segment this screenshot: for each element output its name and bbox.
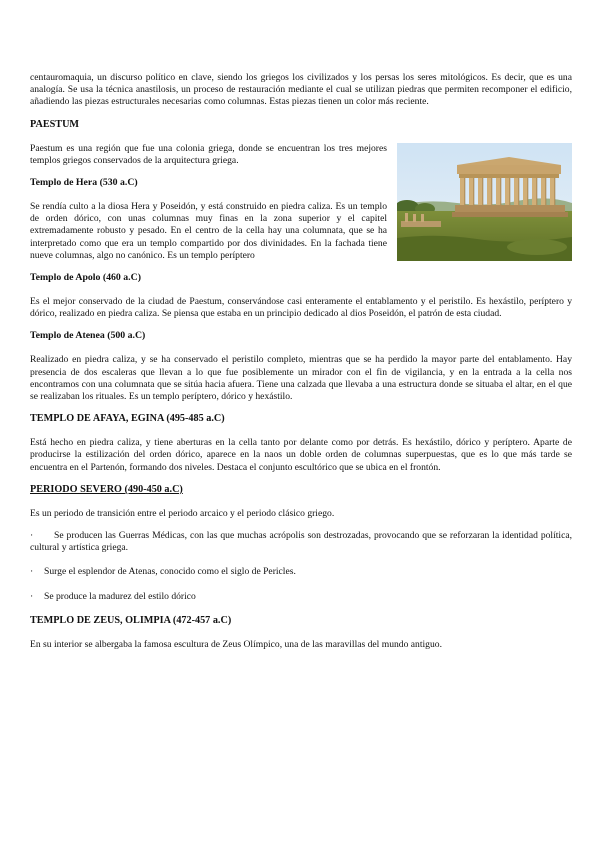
intro-paragraph: centauromaquia, un discurso político en clave, siendo los griegos los civilizados y los persas los seres mitológicos. Es decir, que es una analogía. Se usa la técnica anastilosis, un proceso de restauración mediante el cual se utilizan piedras que permiten recomponer el edificio, añadiendo las piezas estructurales necesarias como columnas. Estas piezas tienen un color más reciente.	[30, 72, 572, 108]
atenea-paragraph: Realizado en piedra caliza, y se ha conservado el peristilo completo, mientras que se ha perdido la mayor parte del entablamento. Hay presencia de dos escaleras que llevan a lo que fue posiblemente un mirador con el fin de vigilancia, y en la entrada a la cella nos encontramos con una columnata que se sitúa hacia afuera. Tiene una calzada que llevaba a una estructura donde se situaba el altar, en el que se realizaban los rituales. Es un templo períptero, dórico y hexástilo.	[30, 354, 572, 403]
atenea-heading: Templo de Atenea (500 a.C)	[30, 330, 146, 342]
afaya-heading: TEMPLO DE AFAYA, EGINA (495-485 a.C)	[30, 413, 225, 425]
temple-photo	[397, 143, 572, 261]
temple-of-hera-image	[397, 143, 572, 261]
severo-bullet-3	[30, 591, 572, 603]
bullet-mark: ·	[30, 566, 34, 578]
severo-bullet-1	[30, 530, 572, 554]
bullet-text: Surge el esplendor de Atenas, conocido como el siglo de Pericles.	[44, 566, 296, 578]
paestum-paragraph: Paestum es una región que fue una colonia griega, donde se encuentran los tres mejores templos griegos conservados de la arquitectura griega.	[30, 142, 387, 166]
bullet-mark: ·	[30, 590, 34, 602]
apolo-paragraph: Es el mejor conservado de la ciudad de Paestum, conservándose casi enteramente el entablamento y el peristilo. Es hexástilo, períptero y dórico, realizado en piedra caliza. Se piensa que estaba en un principio dedicado al dios Poseidón, el patrón de esta ciudad.	[30, 296, 572, 320]
bullet-text: Se producen las Guerras Médicas, con las que muchas acrópolis son destrozadas, provocando que se reforzaran la identidad política, cultural y artística griega.	[30, 530, 572, 554]
afaya-paragraph: Está hecho en piedra caliza, y tiene aberturas en la cella tanto por delante como por detrás. Es hexástilo, dórico y períptero. Aparte de producirse la estilización del orden dórico, aparece en la naos un doble orden de columnas superpuestas, que es lo que más tarde se encuentra en el Partenón, formando dos niveles. Destaca el conjunto escultórico que se ubica en el frontón.	[30, 437, 572, 473]
bullet-mark: ·	[30, 530, 34, 542]
zeus-heading: TEMPLO DE ZEUS, OLIMPIA (472-457 a.C)	[30, 614, 232, 626]
bullet-text: Se produce la madurez del estilo dórico	[44, 590, 196, 602]
severo-bullet-2	[30, 566, 572, 578]
document-body	[30, 72, 572, 661]
paestum-heading: PAESTUM	[30, 118, 80, 130]
zeus-paragraph: En su interior se albergaba la famosa escultura de Zeus Olímpico, una de las maravillas del mundo antiguo.	[30, 638, 442, 650]
apolo-heading: Templo de Apolo (460 a.C)	[30, 272, 141, 284]
hera-paragraph: Se rendía culto a la diosa Hera y Poseidón, y está construido en piedra caliza. Es un templo de orden dórico, con unas columnas muy finas en la zona superior y el capitel extremadamente robusto y pesado. En el centro de la cella hay una columnata, que se ha interpretado como que era un templo compartido por dos divinidades. En la fachada tiene nueve columnas, algo no canónico. Es un templo períptero	[30, 201, 387, 261]
severo-paragraph: Es un periodo de transición entre el periodo arcaico y el periodo clásico griego.	[30, 507, 335, 519]
hera-heading: Templo de Hera (530 a.C)	[30, 177, 138, 189]
severo-heading: PERIODO SEVERO (490-450 a.C)	[30, 483, 183, 495]
